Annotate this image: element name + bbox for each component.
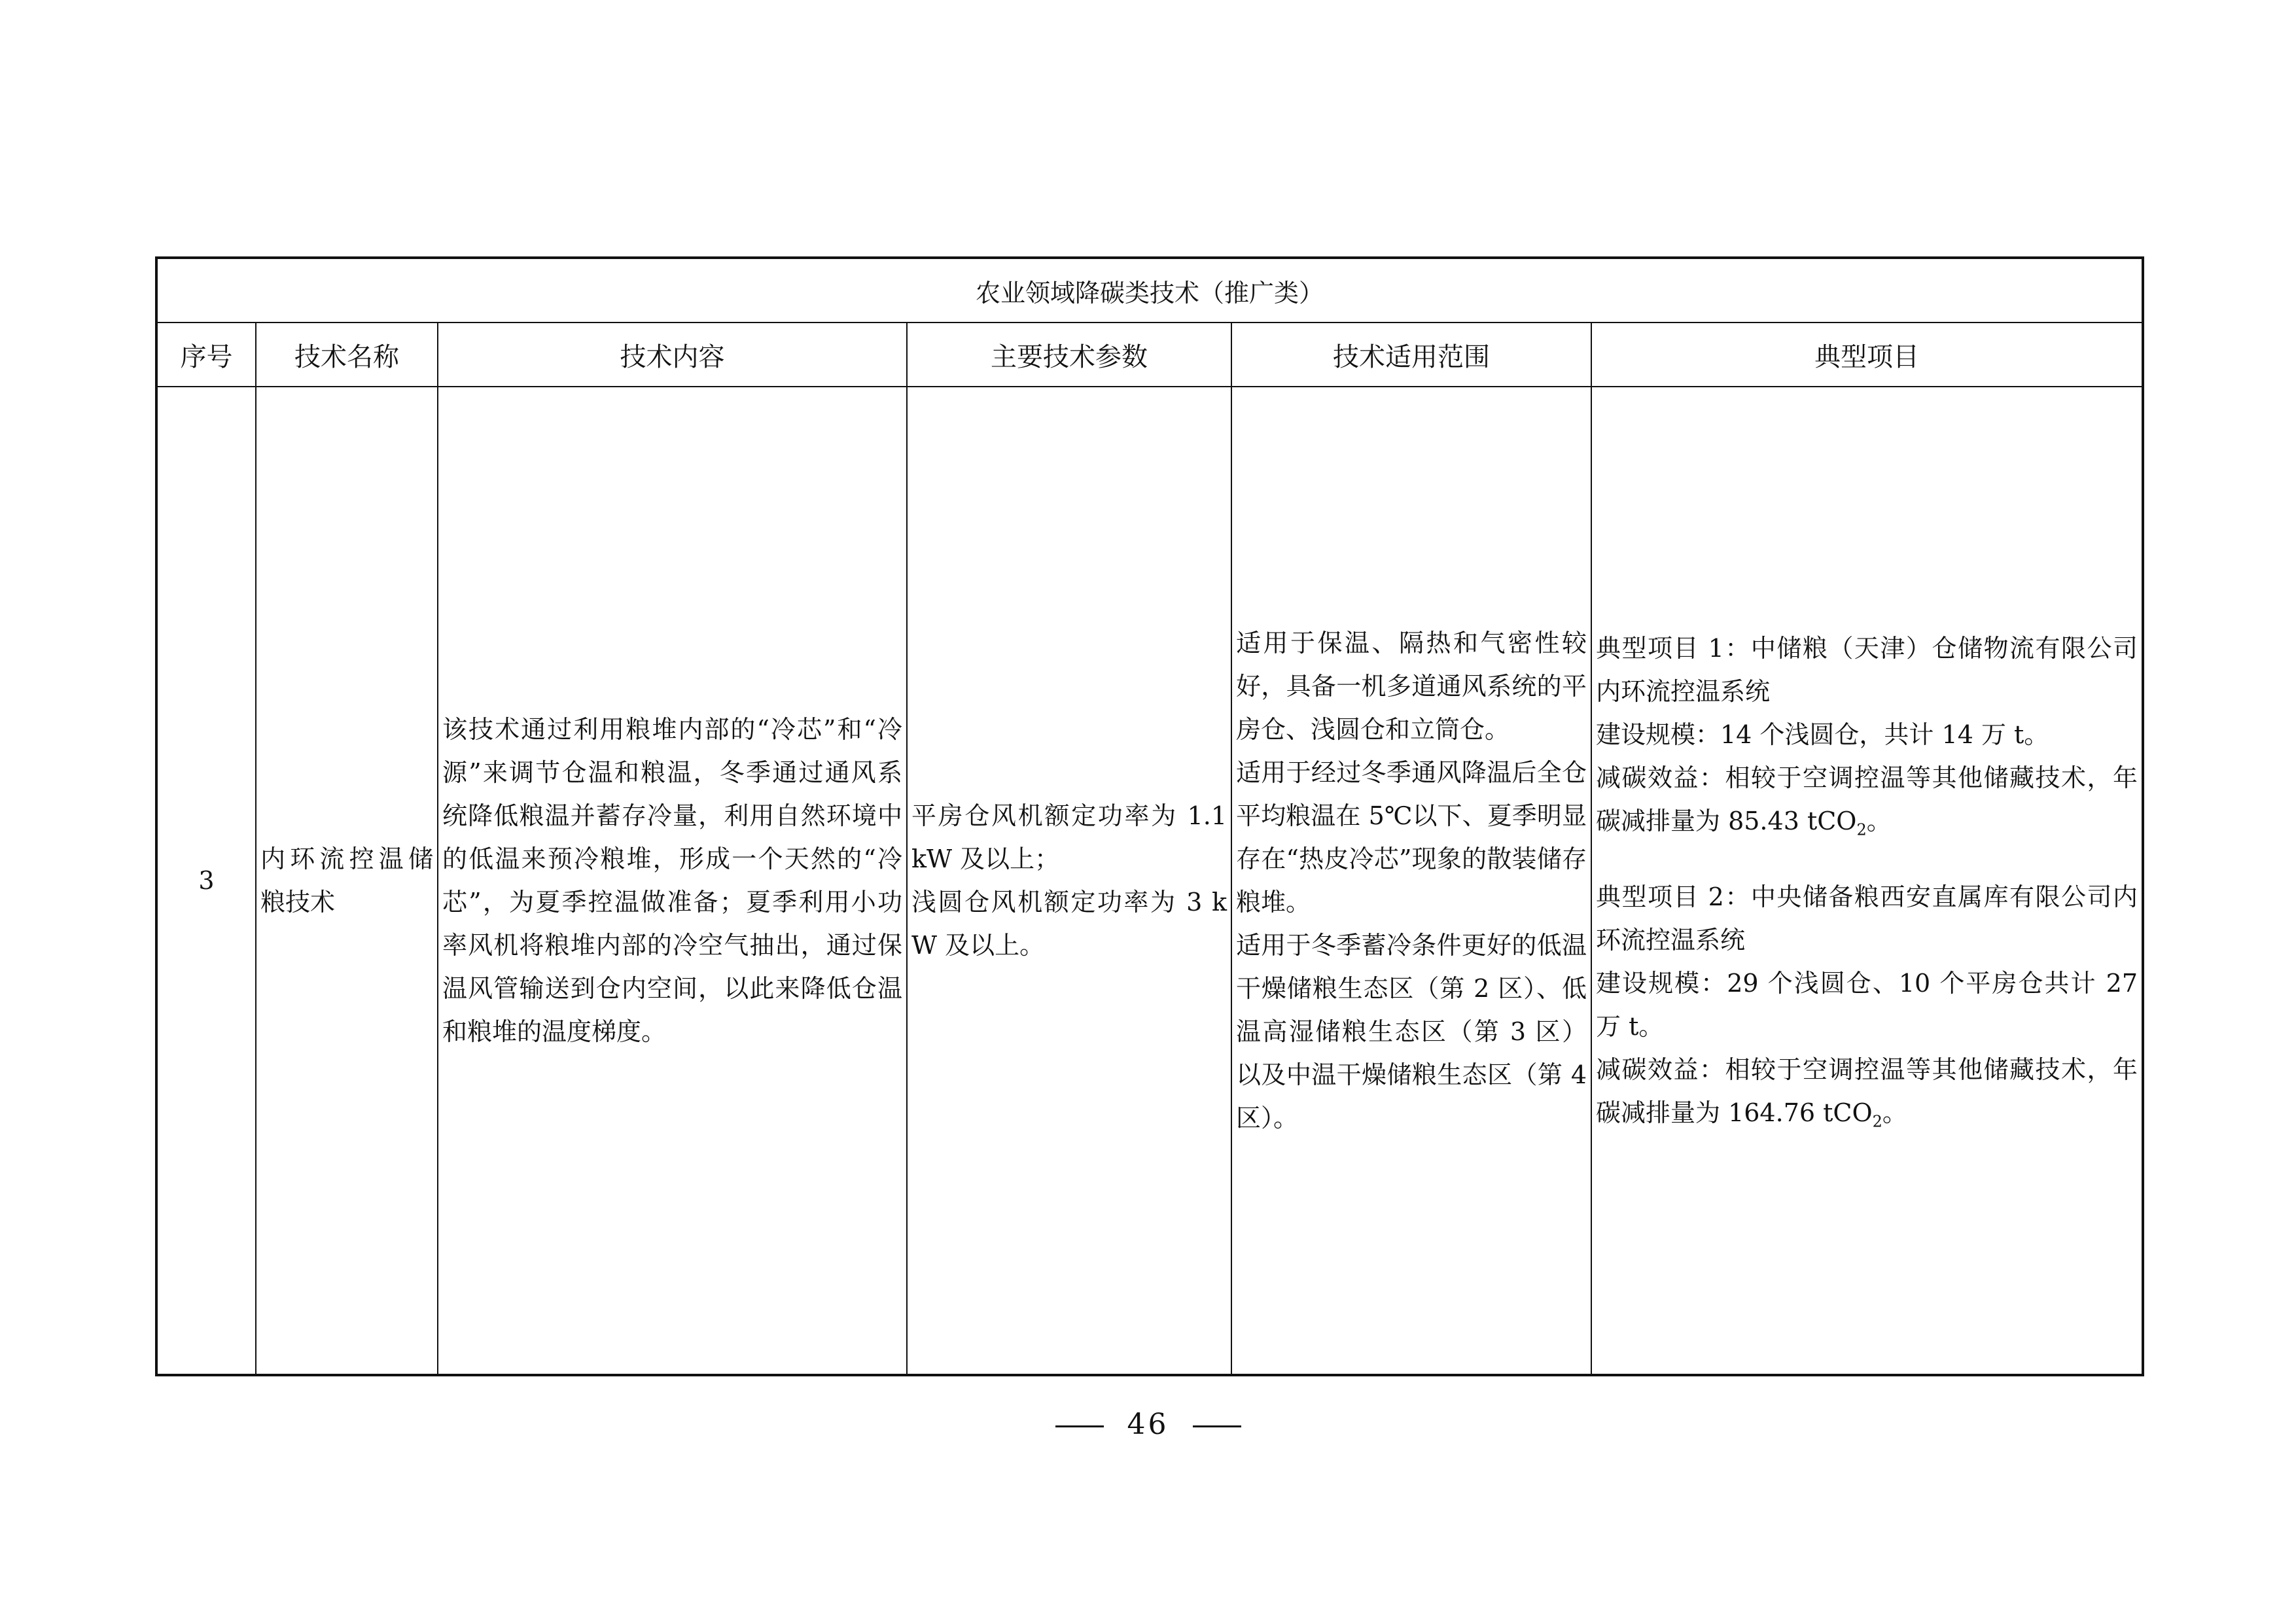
technology-content: 该技术通过利用粮堆内部的“冷芯”和“冷源”来调节仓温和粮温，冬季通过通风系统降低粮温并蓄存冷量，利用自然环境中的低温来预冷粮堆，形成一个天然的“冷芯”，为夏季控温做准备；夏季利用小功率风机将粮堆内部的冷空气抽出，通过保温风管输送到仓内空间，以此来降低仓温和粮堆的温度梯度。 — [442, 715, 902, 1046]
project-benefit: 减碳效益：相较于空调控温等其他储藏技术，年碳减排量为 164.76 tCO$_2$。 — [1596, 1055, 2138, 1131]
row-projects-cell — [1591, 387, 2143, 1375]
header-content: 技术内容 — [438, 323, 907, 387]
scope-item: 适用于保温、隔热和气密性较好，具备一机多道通风系统的平房仓、浅圆仓和立筒仓。 — [1236, 629, 1587, 744]
technology-name: 内环流控温储粮技术 — [260, 845, 433, 916]
param-item: 平房仓风机额定功率为 1.1 kW 及以上； — [911, 801, 1227, 873]
row-scope-cell — [1231, 387, 1591, 1375]
header-name: 技术名称 — [256, 323, 438, 387]
header-params: 主要技术参数 — [907, 323, 1231, 387]
table-caption: 农业领域降碳类技术（推广类） — [156, 258, 2143, 323]
page-footer — [0, 1408, 2296, 1441]
row-index: 3 — [156, 387, 256, 1375]
dash-left — [1055, 1425, 1104, 1427]
project-benefit: 减碳效益：相较于空调控温等其他储藏技术，年碳减排量为 85.43 tCO$_2$。 — [1596, 763, 2138, 839]
project-title: 典型项目 1：中储粮（天津）仓储物流有限公司内环流控温系统 — [1596, 634, 2138, 706]
project-title: 典型项目 2：中央储备粮西安直属库有限公司内环流控温系统 — [1596, 882, 2138, 954]
dash-right — [1193, 1425, 1241, 1427]
row-params-cell — [907, 387, 1231, 1375]
row-content-cell — [438, 387, 907, 1375]
row-name-cell — [256, 387, 438, 1375]
project-scale: 建设规模：14 个浅圆仓，共计 14 万 t。 — [1596, 720, 2049, 749]
header-index: 序号 — [156, 323, 256, 387]
table-row — [156, 387, 2143, 1375]
scope-item: 适用于经过冬季通风降温后全仓平均粮温在 5℃以下、夏季明显存在“热皮冷芯”现象的散装储存粮堆。 — [1236, 758, 1587, 916]
header-scope: 技术适用范围 — [1231, 323, 1591, 387]
page-number: 46 — [1127, 1408, 1169, 1441]
scope-item: 适用于冬季蓄冷条件更好的低温干燥储粮生态区（第 2 区）、低温高湿储粮生态区（第 3 区）以及中温干燥储粮生态区（第 4 区）。 — [1236, 931, 1587, 1132]
param-item: 浅圆仓风机额定功率为 3 kW 及以上。 — [911, 888, 1227, 960]
header-projects: 典型项目 — [1591, 323, 2143, 387]
technology-table — [155, 256, 2144, 1376]
project-scale: 建设规模：29 个浅圆仓、10 个平房仓共计 27 万 t。 — [1596, 969, 2138, 1041]
